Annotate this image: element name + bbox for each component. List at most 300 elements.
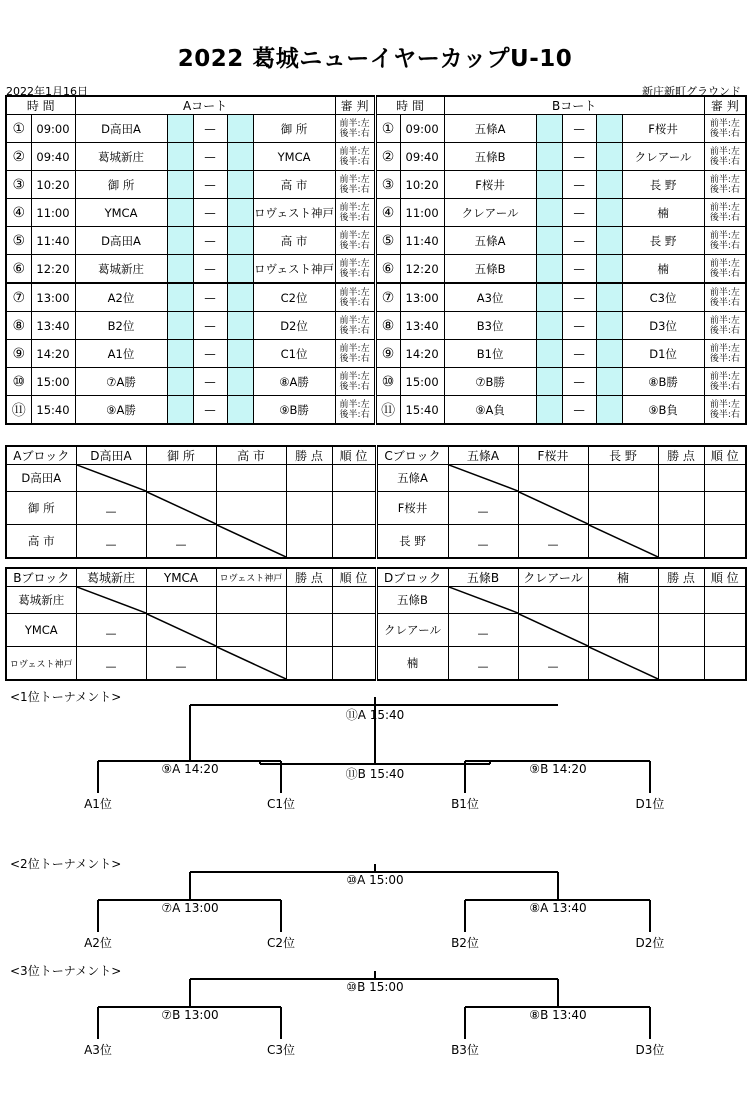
referee-first-half: 前半:左 (339, 399, 370, 410)
match-time: 12:20 (31, 255, 75, 284)
referee-first-half: 前半:左 (339, 146, 370, 157)
diagonal-cell (518, 614, 588, 647)
result-dash: — (146, 525, 216, 559)
block-team-label: YMCA (6, 614, 76, 647)
final-match-label: ⑩B 15:00 (346, 980, 404, 994)
block-table (5, 567, 747, 681)
versus-dash: — (562, 227, 596, 255)
score-cell (596, 340, 622, 368)
block-team-header: 楠 (588, 568, 658, 587)
match-label: ⑦B 13:00 (161, 1008, 219, 1022)
referee-cell (335, 227, 375, 255)
match-label: ⑦A 13:00 (161, 901, 219, 915)
referee-cell (704, 115, 746, 143)
block-team-label: 高 市 (6, 525, 76, 559)
result-dash: — (448, 525, 518, 559)
match-time: 14:20 (400, 340, 444, 368)
rank-cell (704, 647, 746, 681)
rank-cell (704, 492, 746, 525)
home-team: 五條B (444, 143, 536, 171)
referee-first-half: 前半:左 (339, 174, 370, 185)
result-cell (216, 465, 286, 492)
match-time: 09:00 (31, 115, 75, 143)
referee-second-half: 後半:右 (709, 325, 740, 336)
final-match-label: ⑪A 15:40 (345, 708, 405, 722)
referee-second-half: 後半:右 (709, 128, 740, 139)
points-cell (658, 492, 704, 525)
points-header: 勝 点 (658, 568, 704, 587)
block-team-header: YMCA (146, 568, 216, 587)
rank-header: 順 位 (704, 568, 746, 587)
score-cell (167, 255, 193, 284)
result-dash: — (448, 614, 518, 647)
referee-cell (335, 115, 375, 143)
referee-second-half: 後半:右 (339, 128, 370, 139)
block-row (6, 587, 746, 614)
bracket-team: C1位 (266, 797, 296, 811)
match-number: ⑨ (375, 340, 400, 368)
points-cell (658, 587, 704, 614)
referee-first-half: 前半:左 (709, 315, 740, 326)
block-team-label: D高田A (6, 465, 76, 492)
block-name: Cブロック (376, 446, 448, 465)
referee-second-half: 後半:右 (709, 268, 740, 279)
away-team: D1位 (622, 340, 704, 368)
match-number: ② (375, 143, 400, 171)
away-team: 高 市 (253, 171, 335, 199)
result-dash: — (76, 525, 146, 559)
rank-cell (704, 587, 746, 614)
result-dash: — (76, 492, 146, 525)
schedule-row (6, 396, 746, 425)
bracket-team: D2位 (635, 936, 665, 950)
referee-first-half: 前半:左 (709, 399, 740, 410)
score-cell (596, 368, 622, 396)
home-team: YMCA (75, 199, 167, 227)
points-cell (286, 465, 332, 492)
score-cell (596, 171, 622, 199)
score-cell (167, 199, 193, 227)
match-number: ⑥ (375, 255, 400, 284)
referee-cell (704, 255, 746, 284)
versus-dash: — (193, 283, 227, 312)
bracket-team: A1位 (84, 797, 112, 811)
home-team: 葛城新庄 (75, 143, 167, 171)
header-time-a: 時 間 (6, 96, 75, 115)
referee-cell (335, 283, 375, 312)
score-cell (167, 115, 193, 143)
block-team-label: ロヴェスト神戸 (6, 647, 76, 681)
bracket-team: A2位 (84, 936, 112, 950)
result-dash: — (448, 492, 518, 525)
result-cell (146, 465, 216, 492)
score-cell (167, 283, 193, 312)
diagonal-cell (146, 492, 216, 525)
schedule-row (6, 368, 746, 396)
referee-first-half: 前半:左 (339, 287, 370, 298)
event-date: 2022年1月16日 (6, 85, 88, 98)
referee-cell (704, 368, 746, 396)
match-number: ⑧ (375, 312, 400, 340)
points-cell (286, 492, 332, 525)
versus-dash: — (193, 199, 227, 227)
referee-cell (704, 312, 746, 340)
referee-first-half: 前半:左 (709, 343, 740, 354)
referee-first-half: 前半:左 (709, 118, 740, 129)
home-team: A2位 (75, 283, 167, 312)
score-cell (227, 199, 253, 227)
score-cell (167, 368, 193, 396)
bracket-team: A3位 (84, 1043, 112, 1057)
bracket-team: B1位 (451, 797, 479, 811)
referee-cell (335, 255, 375, 284)
block-team-header: 葛城新庄 (76, 568, 146, 587)
result-dash: — (448, 647, 518, 681)
versus-dash: — (193, 171, 227, 199)
points-cell (286, 614, 332, 647)
match-number: ② (6, 143, 31, 171)
result-cell (518, 465, 588, 492)
score-cell (227, 227, 253, 255)
score-cell (596, 115, 622, 143)
versus-dash: — (562, 115, 596, 143)
match-label: ⑨B 14:20 (529, 762, 587, 776)
referee-second-half: 後半:右 (709, 212, 740, 223)
referee-second-half: 後半:右 (709, 353, 740, 364)
score-cell (596, 283, 622, 312)
schedule-row (6, 199, 746, 227)
versus-dash: — (562, 171, 596, 199)
result-cell (588, 614, 658, 647)
home-team: ⑨A負 (444, 396, 536, 425)
away-team: D2位 (253, 312, 335, 340)
bracket-team: D3位 (635, 1043, 665, 1057)
match-number: ⑦ (6, 283, 31, 312)
schedule-row (6, 340, 746, 368)
away-team: ⑧A勝 (253, 368, 335, 396)
referee-second-half: 後半:右 (339, 184, 370, 195)
rank-cell (704, 465, 746, 492)
score-cell (227, 368, 253, 396)
referee-first-half: 前半:左 (709, 230, 740, 241)
referee-cell (335, 340, 375, 368)
block-team-header: F桜井 (518, 446, 588, 465)
result-dash: — (76, 647, 146, 681)
block-name: Bブロック (6, 568, 76, 587)
points-header: 勝 点 (658, 446, 704, 465)
home-team: 葛城新庄 (75, 255, 167, 284)
referee-cell (704, 340, 746, 368)
block-team-header: 高 市 (216, 446, 286, 465)
match-time: 13:00 (400, 283, 444, 312)
referee-second-half: 後半:右 (339, 156, 370, 167)
block-team-header: 五條B (448, 568, 518, 587)
score-cell (227, 143, 253, 171)
schedule-row (6, 283, 746, 312)
referee-first-half: 前半:左 (709, 174, 740, 185)
referee-first-half: 前半:左 (339, 258, 370, 269)
match-time: 13:40 (400, 312, 444, 340)
result-cell (216, 587, 286, 614)
match-time: 13:00 (31, 283, 75, 312)
rank-cell (332, 492, 376, 525)
score-cell (596, 143, 622, 171)
score-cell (536, 312, 562, 340)
match-time: 13:40 (31, 312, 75, 340)
rank-cell (332, 647, 376, 681)
score-cell (536, 171, 562, 199)
match-time: 14:20 (31, 340, 75, 368)
score-cell (536, 283, 562, 312)
referee-cell (335, 143, 375, 171)
versus-dash: — (562, 368, 596, 396)
diagonal-cell (76, 465, 146, 492)
away-team: ロヴェスト神戸 (253, 255, 335, 284)
referee-first-half: 前半:左 (339, 230, 370, 241)
result-cell (518, 587, 588, 614)
score-cell (227, 171, 253, 199)
referee-second-half: 後半:右 (709, 184, 740, 195)
points-cell (658, 614, 704, 647)
score-cell (227, 115, 253, 143)
home-team: クレアール (444, 199, 536, 227)
score-cell (596, 199, 622, 227)
referee-second-half: 後半:右 (339, 325, 370, 336)
match-time: 11:00 (400, 199, 444, 227)
away-team: ⑨B勝 (253, 396, 335, 425)
away-team: ⑧B勝 (622, 368, 704, 396)
score-cell (536, 255, 562, 284)
versus-dash: — (193, 396, 227, 425)
match-label: ⑧B 13:40 (529, 1008, 587, 1022)
versus-dash: — (562, 255, 596, 284)
match-number: ① (375, 115, 400, 143)
match-time: 11:00 (31, 199, 75, 227)
versus-dash: — (193, 368, 227, 396)
match-number: ① (6, 115, 31, 143)
match-time: 11:40 (31, 227, 75, 255)
versus-dash: — (562, 340, 596, 368)
referee-cell (704, 199, 746, 227)
match-number: ⑩ (6, 368, 31, 396)
score-cell (227, 396, 253, 425)
block-team-header: 長 野 (588, 446, 658, 465)
result-cell (588, 587, 658, 614)
referee-cell (704, 143, 746, 171)
score-cell (596, 227, 622, 255)
referee-second-half: 後半:右 (709, 297, 740, 308)
match-time: 11:40 (400, 227, 444, 255)
block-row (6, 492, 746, 525)
away-team: クレアール (622, 143, 704, 171)
referee-cell (704, 171, 746, 199)
referee-cell (335, 171, 375, 199)
match-number: ⑥ (6, 255, 31, 284)
match-time: 10:20 (31, 171, 75, 199)
result-dash: — (518, 525, 588, 559)
schedule-table (5, 95, 747, 425)
referee-first-half: 前半:左 (709, 202, 740, 213)
header-referee-b: 審 判 (704, 96, 746, 115)
block-team-label: 御 所 (6, 492, 76, 525)
referee-second-half: 後半:右 (339, 297, 370, 308)
match-number: ③ (375, 171, 400, 199)
block-team-header: 五條A (448, 446, 518, 465)
block-team-header: クレアール (518, 568, 588, 587)
away-team: D3位 (622, 312, 704, 340)
away-team: 楠 (622, 199, 704, 227)
header-time-b: 時 間 (375, 96, 444, 115)
referee-cell (704, 396, 746, 425)
home-team: B1位 (444, 340, 536, 368)
score-cell (167, 340, 193, 368)
referee-first-half: 前半:左 (709, 287, 740, 298)
block-team-label: クレアール (376, 614, 448, 647)
header-referee-a: 審 判 (335, 96, 375, 115)
rank-header: 順 位 (332, 446, 376, 465)
versus-dash: — (562, 396, 596, 425)
rank-cell (332, 587, 376, 614)
tournament-label: <1位トーナメント> (10, 690, 122, 704)
rank-cell (704, 525, 746, 559)
block-row (6, 614, 746, 647)
referee-first-half: 前半:左 (709, 258, 740, 269)
block-team-label: 五條A (376, 465, 448, 492)
match-number: ⑤ (375, 227, 400, 255)
match-number: ⑨ (6, 340, 31, 368)
header-court-a: Aコート (75, 96, 335, 115)
tournament-label: <2位トーナメント> (10, 857, 122, 871)
match-number: ⑤ (6, 227, 31, 255)
score-cell (596, 255, 622, 284)
rank-cell (704, 614, 746, 647)
score-cell (227, 340, 253, 368)
block-name: Dブロック (376, 568, 448, 587)
away-team: ロヴェスト神戸 (253, 199, 335, 227)
rank-cell (332, 614, 376, 647)
score-cell (536, 115, 562, 143)
diagonal-cell (448, 465, 518, 492)
score-cell (167, 227, 193, 255)
rank-header: 順 位 (332, 568, 376, 587)
result-cell (588, 492, 658, 525)
home-team: 五條A (444, 115, 536, 143)
result-dash: — (518, 647, 588, 681)
referee-second-half: 後半:右 (709, 240, 740, 251)
home-team: B3位 (444, 312, 536, 340)
referee-cell (335, 396, 375, 425)
score-cell (167, 396, 193, 425)
event-venue: 新庄新町グラウンド (642, 85, 741, 98)
referee-second-half: 後半:右 (339, 353, 370, 364)
referee-first-half: 前半:左 (339, 202, 370, 213)
block-team-label: 長 野 (376, 525, 448, 559)
block-team-header: 御 所 (146, 446, 216, 465)
score-cell (536, 227, 562, 255)
result-cell (216, 614, 286, 647)
score-cell (536, 340, 562, 368)
points-cell (658, 525, 704, 559)
referee-second-half: 後半:右 (339, 381, 370, 392)
referee-second-half: 後半:右 (339, 240, 370, 251)
referee-second-half: 後半:右 (709, 381, 740, 392)
referee-first-half: 前半:左 (709, 371, 740, 382)
score-cell (536, 368, 562, 396)
versus-dash: — (193, 255, 227, 284)
match-label: ⑨A 14:20 (161, 762, 219, 776)
referee-first-half: 前半:左 (709, 146, 740, 157)
referee-second-half: 後半:右 (339, 212, 370, 223)
rank-cell (332, 465, 376, 492)
block-row (6, 525, 746, 559)
points-cell (658, 465, 704, 492)
away-team: F桜井 (622, 115, 704, 143)
home-team: B2位 (75, 312, 167, 340)
versus-dash: — (562, 312, 596, 340)
home-team: F桜井 (444, 171, 536, 199)
home-team: A3位 (444, 283, 536, 312)
referee-first-half: 前半:左 (339, 118, 370, 129)
referee-second-half: 後半:右 (339, 268, 370, 279)
home-team: D高田A (75, 227, 167, 255)
points-cell (286, 587, 332, 614)
referee-cell (704, 283, 746, 312)
rank-header: 順 位 (704, 446, 746, 465)
versus-dash: — (193, 115, 227, 143)
points-cell (286, 525, 332, 559)
match-label: ⑧A 13:40 (529, 901, 587, 915)
versus-dash: — (193, 227, 227, 255)
bracket-team: C3位 (266, 1043, 296, 1057)
block-team-label: 葛城新庄 (6, 587, 76, 614)
score-cell (227, 283, 253, 312)
match-number: ⑩ (375, 368, 400, 396)
score-cell (536, 143, 562, 171)
result-dash: — (146, 647, 216, 681)
match-number: ⑪ (6, 396, 31, 425)
tournament-label: <3位トーナメント> (10, 964, 122, 978)
semi-match-label: ⑪B 15:40 (345, 767, 405, 781)
referee-first-half: 前半:左 (339, 343, 370, 354)
score-cell (596, 396, 622, 425)
block-team-label: F桜井 (376, 492, 448, 525)
block-team-header: ロヴェスト神戸 (216, 568, 286, 587)
versus-dash: — (193, 312, 227, 340)
block-row (6, 647, 746, 681)
versus-dash: — (562, 283, 596, 312)
block-table (5, 445, 747, 559)
score-cell (167, 312, 193, 340)
diagonal-cell (216, 647, 286, 681)
block-team-label: 五條B (376, 587, 448, 614)
header-court-b: Bコート (444, 96, 704, 115)
points-header: 勝 点 (286, 446, 332, 465)
away-team: C3位 (622, 283, 704, 312)
result-cell (588, 465, 658, 492)
rank-cell (332, 525, 376, 559)
match-time: 09:40 (400, 143, 444, 171)
versus-dash: — (562, 143, 596, 171)
away-team: 楠 (622, 255, 704, 284)
home-team: ⑦A勝 (75, 368, 167, 396)
match-time: 15:40 (31, 396, 75, 425)
score-cell (227, 312, 253, 340)
result-cell (146, 587, 216, 614)
match-time: 15:00 (400, 368, 444, 396)
away-team: YMCA (253, 143, 335, 171)
schedule-row (6, 171, 746, 199)
match-time: 15:40 (400, 396, 444, 425)
